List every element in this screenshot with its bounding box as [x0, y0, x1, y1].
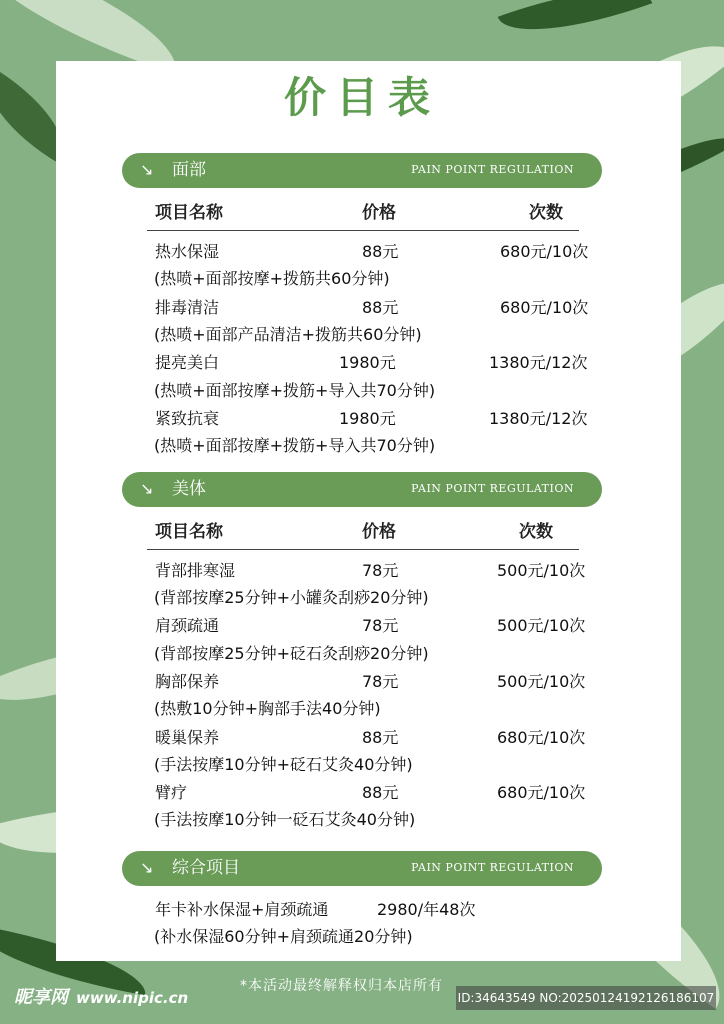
- section-name: 美体: [172, 479, 206, 499]
- item-count: 500元/10次: [497, 616, 586, 635]
- item-desc: (背部按摩25分钟+砭石灸刮痧20分钟): [154, 644, 429, 663]
- header-price: 价格: [362, 203, 396, 223]
- combo-item-desc: (补水保湿60分钟+肩颈疏通20分钟): [154, 927, 413, 946]
- item-name: 热水保湿: [155, 242, 220, 261]
- page-title: 价目表: [283, 73, 440, 122]
- item-desc: (背部按摩25分钟+小罐灸刮痧20分钟): [154, 588, 429, 607]
- item-desc: (热喷+面部按摩+拨筋共60分钟): [154, 269, 390, 288]
- item-price: 78元: [362, 616, 399, 635]
- leaf-decoration: [498, 0, 653, 54]
- combo-item-name: 年卡补水保湿+肩颈疏通: [155, 900, 329, 919]
- section-tag: PAIN POINT REGULATION: [411, 861, 574, 874]
- watermark-id: ID:34643549 NO:20250124192126186107: [456, 986, 716, 1010]
- item-name: 肩颈疏通: [155, 616, 220, 635]
- section-bar-face: [122, 153, 602, 188]
- header-count: 次数: [529, 203, 563, 223]
- item-price: 88元: [362, 783, 399, 802]
- item-name: 暖巢保养: [155, 728, 220, 747]
- item-count: 500元/10次: [497, 672, 586, 691]
- item-desc: (热喷+面部按摩+拨筋+导入共70分钟): [154, 381, 436, 400]
- section-bar-body: [122, 472, 602, 507]
- watermark-logo: [14, 986, 188, 1010]
- section-name: 面部: [172, 160, 206, 180]
- section-bar-combo: [122, 851, 602, 886]
- arrow-icon: ↘: [140, 160, 154, 179]
- arrow-icon: ↘: [140, 858, 154, 877]
- item-desc: (热喷+面部按摩+拨筋+导入共70分钟): [154, 436, 436, 455]
- header-divider: [147, 230, 579, 231]
- watermark-logo-text: 昵享网: [14, 987, 68, 1008]
- item-price: 88元: [362, 242, 399, 261]
- item-desc: (热敷10分钟+胸部手法40分钟): [154, 699, 381, 718]
- item-desc: (手法按摩10分钟+砭石艾灸40分钟): [154, 755, 413, 774]
- item-price: 1980元: [339, 409, 396, 428]
- item-name: 臂疗: [155, 783, 188, 802]
- watermark-url: www.nipic.cn: [76, 989, 189, 1007]
- item-price: 88元: [362, 298, 399, 317]
- item-count: 680元/10次: [500, 242, 589, 261]
- footer-note: *本活动最终解释权归本店所有: [240, 978, 443, 994]
- section-name: 综合项目: [172, 858, 240, 878]
- item-count: 1380元/12次: [489, 353, 588, 372]
- item-count: 680元/10次: [497, 728, 586, 747]
- item-desc: (手法按摩10分钟一砭石艾灸40分钟): [154, 810, 416, 829]
- header-item: 项目名称: [155, 522, 223, 542]
- item-name: 紧致抗衰: [155, 409, 220, 428]
- header-item: 项目名称: [155, 203, 223, 223]
- arrow-icon: ↘: [140, 479, 154, 498]
- item-price: 78元: [362, 672, 399, 691]
- item-count: 680元/10次: [497, 783, 586, 802]
- item-name: 胸部保养: [155, 672, 220, 691]
- header-divider: [147, 549, 579, 550]
- item-desc: (热喷+面部产品清洁+拨筋共60分钟): [154, 325, 422, 344]
- item-price: 88元: [362, 728, 399, 747]
- header-count: 次数: [519, 522, 553, 542]
- section-tag: PAIN POINT REGULATION: [411, 482, 574, 495]
- item-name: 背部排寒湿: [155, 561, 236, 580]
- item-name: 提亮美白: [155, 353, 220, 372]
- section-tag: PAIN POINT REGULATION: [411, 163, 574, 176]
- item-price: 78元: [362, 561, 399, 580]
- combo-item-price: 2980/年48次: [377, 900, 476, 919]
- item-name: 排毒清洁: [155, 298, 220, 317]
- item-count: 1380元/12次: [489, 409, 588, 428]
- item-price: 1980元: [339, 353, 396, 372]
- header-price: 价格: [362, 522, 396, 542]
- item-count: 680元/10次: [500, 298, 589, 317]
- item-count: 500元/10次: [497, 561, 586, 580]
